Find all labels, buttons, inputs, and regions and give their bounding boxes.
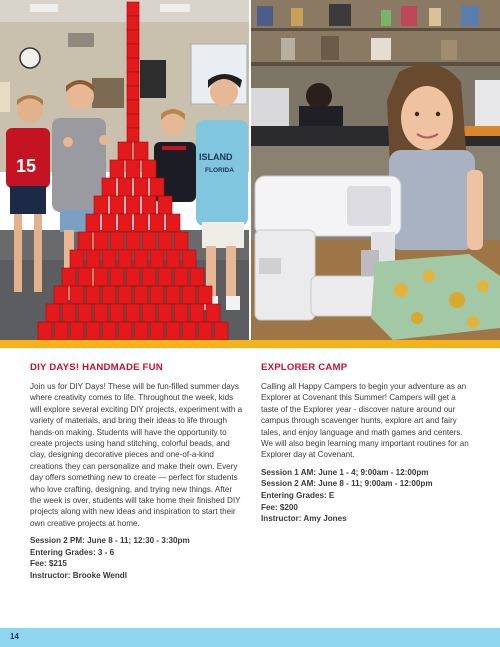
jersey-number: 15 [16,156,37,176]
diy-days-section [30,362,244,582]
explorer-camp-section [261,362,475,525]
explorer-camp-heading: EXPLORER CAMP [261,362,348,373]
diy-fee: Fee: $215 [30,559,67,569]
diy-session: Session 2 PM: June 8 - 11; 12:30 - 3:30pm [30,536,190,546]
fabric-piece [371,254,500,340]
diy-days-heading: DIY DAYS! HANDMADE FUN [30,362,163,373]
shirt-text: ISLAND [199,152,233,162]
diy-days-description: Join us for DIY Days! These will be fun-filled summer days where creativity comes to life. Throughout the week, kids will explore several exciting DIY projects, experiment with a variety of materials, and bring their ideas to life through hands-on making. Students will have the opportunity to create projects using hand stitching, colorful beads, and clay, designing decorative pieces and one-of-a-kind creations they can personalize and make their own. Every day offers something new to create — perfect for students who love crafting, designing, and trying new things. After the week is over, students will take home their finished DIY projects along with new ideas and inspiration to start their own creative projects at home. [30,382,243,528]
shirt-subtext: FLORIDA [205,167,234,174]
explorer-camp-description: Calling all Happy Campers to begin your adventure as an Explorer at Covenant this Summer! Campers will get a taste of the Explorer year - discover nature around our campus through scavenger hunts, explore art and fairy tales, and enjoy language and math games and centers. We will also begin learning many important routines for an Explorer day at Covenant. [261,382,469,460]
explorer-session-2: Session 2 AM: June 8 - 11; 9:00am - 12:00pm [261,479,433,489]
diy-instructor: Instructor: Brooke Wendl [30,571,127,581]
explorer-instructor: Instructor: Amy Jones [261,514,347,524]
explorer-grades: Entering Grades: E [261,491,335,501]
explorer-fee: Fee: $200 [261,502,298,512]
accent-bar [0,340,500,348]
diy-grades: Entering Grades: 3 - 6 [30,547,115,557]
page-number: 14 [10,632,19,641]
diy-days-details [30,535,244,581]
cup-tower-photo [0,0,249,340]
footer-bar [0,628,500,647]
explorer-camp-details [261,467,475,525]
sewing-photo [251,0,500,340]
explorer-session-1: Session 1 AM: June 1 - 4; 9:00am - 12:00pm [261,467,429,477]
